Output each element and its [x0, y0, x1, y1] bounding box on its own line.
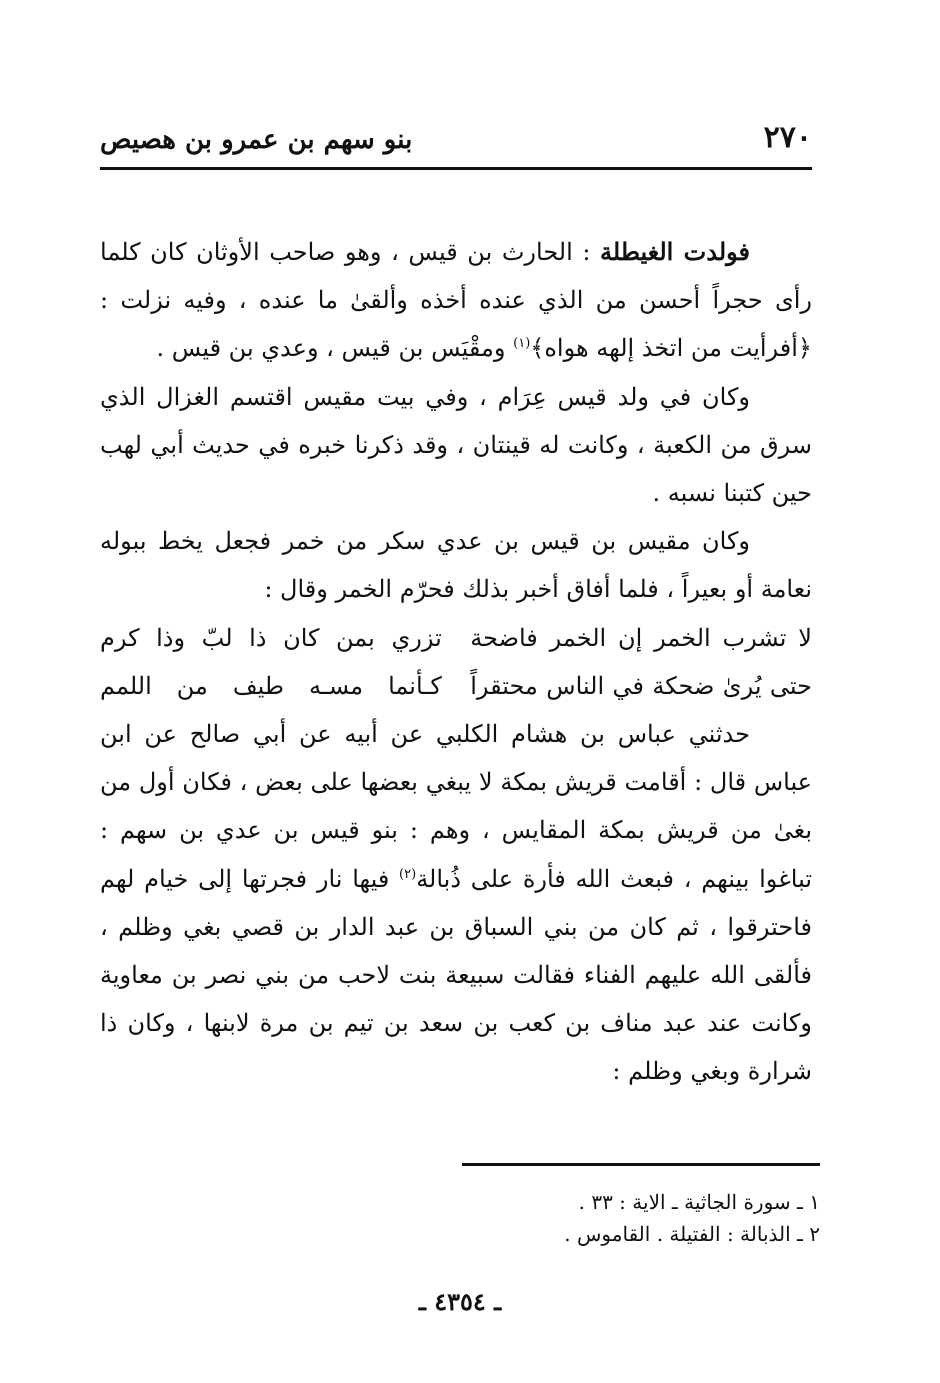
paragraph-1-lead: فولدت الغيطلة	[600, 237, 751, 266]
paragraph-2: وكان في ولد قيس عِرَام ، وفي بيت مقيس اقتسم الغزال الذي سرق من الكعبة ، وكانت له قينتان ، وقد ذكرنا خبره في حديث أبي لهب حين كتبنا نسبه .	[100, 382, 812, 508]
verse-line-2	[100, 662, 812, 710]
footnote-divider	[462, 1163, 820, 1166]
paragraph-1-tail: ومقْيَس بن قيس ، وعدي بن قيس .	[156, 334, 514, 363]
paragraph-4-text-a: حدثني عباس بن هشام الكلبي عن أبيه عن أبي صالح عن ابن عباس قال : أقامت قريش بمكة لا يبغي بعضها على بعض ، فكان أول من بغىٰ من قريش بمكة المقايس ، وهم : بنو قيس بن عدي بن سهم : تباغوا بينهم ، فبعث الله فأرة على ذُبالة	[100, 720, 812, 893]
footnote-ref-1: (١)	[513, 336, 531, 352]
verse-1-second-hemistich: تزري بمن كان ذا لبّ وذا كرم	[100, 623, 442, 652]
paragraph-1-text: : الحارث بن قيس ، وهو صاحب الأوثان كان كلما رأى حجراً أحسن من الذي عنده أخذه وألقىٰ ما عنده ، وفيه نزلت : ﴿أفرأيت من اتخذ إلهه هواه﴾	[100, 238, 812, 363]
running-header	[100, 118, 812, 164]
verse-1-first-hemistich: لا تشرب الخمر إن الخمر فاضحة	[470, 623, 812, 652]
header-title: بنو سهم بن عمرو بن هصيص	[100, 125, 413, 155]
verse-2-first-hemistich: حتى يُرىٰ ضحكة في الناس محتقراً	[470, 671, 812, 700]
paragraph-1	[100, 228, 812, 373]
verse-2-second-hemistich: كـأنما مسـه طيف من اللمم	[100, 671, 442, 700]
footnote-2: ٢ ـ الذبالة : الفتيلة . القاموس .	[564, 1222, 820, 1246]
footnotes	[300, 1186, 820, 1250]
footnote-ref-2: (٢)	[399, 866, 417, 882]
paragraph-4-text-b: فيها نار فجرتها إلى خيام لهم فاحترقوا ، ثم كان من بني السباق بن عبد الدار بن قصي بغي وظلم ، فألقى الله عليهم الفناء فقالت سبيعة بنت لاحب من بني نصر بن معاوية وكانت عند عبد مناف بن كعب بن سعد بن تيم بن مرة لابنها ، وكان ذا شرارة وبغي وظلم :	[100, 864, 812, 1086]
paragraph-3: وكان مقيس بن قيس بن عدي سكر من خمر فجعل يخط ببوله نعامة أو بعيراً ، فلما أفاق أخبر بذلك فحرّم الخمر وقال :	[100, 527, 812, 604]
verse-line-1	[100, 614, 812, 662]
paragraph-4	[100, 710, 812, 1096]
footnote-1: ١ ـ سورة الجاثية ـ الاية : ٣٣ .	[578, 1190, 820, 1214]
header-page-number: ٢٧٠	[763, 120, 812, 155]
header-divider	[100, 167, 812, 170]
page-folio: ـ ٤٣٥٤ ـ	[418, 1287, 502, 1316]
main-text	[100, 228, 812, 1096]
